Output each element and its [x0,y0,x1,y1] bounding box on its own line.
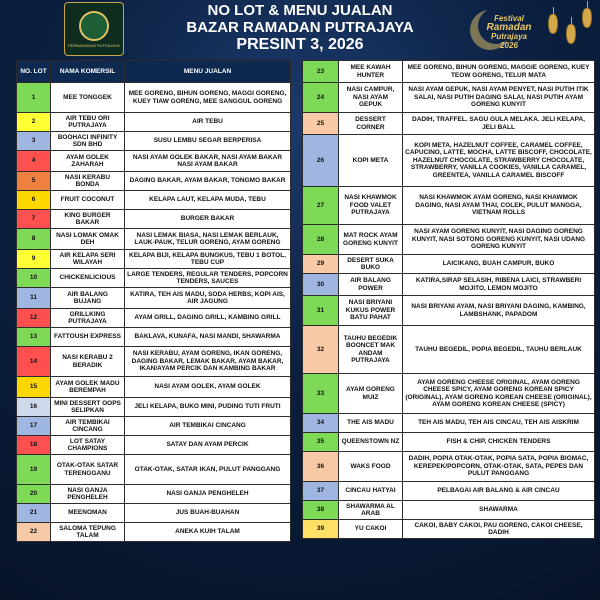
left-logo-text: PERBADANAN PUTRAJAYA [68,42,120,48]
lot-number: 13 [17,328,51,347]
menu-items: LAICIKANG, BUAH CAMPUR, BUKO [403,255,595,274]
table-row [303,61,595,83]
commercial-name: AYAM GOLEK MADU BEREMPAH [51,377,125,398]
lot-number: 10 [17,269,51,288]
lot-number: 12 [17,309,51,328]
commercial-name: WAKS FOOD [339,452,403,482]
menu-items: JUS BUAH-BUAHAN [125,504,291,523]
table-row [303,83,595,113]
lot-number: 2 [17,113,51,132]
lot-number: 11 [17,288,51,309]
commercial-name: THE AIS MADU [339,414,403,433]
menu-items: NASI GANJA PENGHELEH [125,485,291,504]
menu-items: JELI KELAPA, BUKO MINI, PUDING TUTI FRUTI [125,398,291,417]
perbadanan-putrajaya-logo [64,2,124,56]
table-row [303,414,595,433]
seal-icon [79,11,109,41]
menu-items: NASI LEMAK BIASA, NASI LEMAK BERLAUK, LAUK-PAUK, TELUR GORENG, AYAM GORENG [125,229,291,250]
menu-items: SHAWARMA [403,501,595,520]
menu-items: FISH & CHIP, CHICKEN TENDERS [403,433,595,452]
lot-number: 3 [17,132,51,151]
table-row [17,250,291,269]
menu-items: SATAY DAN AYAM PERCIK [125,436,291,455]
lot-number: 19 [17,455,51,485]
lot-number: 26 [303,135,339,187]
table-row [303,135,595,187]
menu-items: NASI KERABU, AYAM GORENG, IKAN GORENG, DAGING BAKAR, LEMAK BAKAR, AYAM BAKAR, IKAN/AYAM PERCIK DAN KAMBING BAKAR [125,347,291,377]
menu-items: AIR TEMBIKAI CINCANG [125,417,291,436]
commercial-name: MINI DESSERT OOPS SELIPKAN [51,398,125,417]
menu-items: NASI AYAM GEPUK, NASI AYAM PENYET, NASI PUTIH ITIK SALAI, NASI PUTIH DAGING SALAI, NASI PUTIH AYAM GORENG KUNYIT [403,83,595,113]
commercial-name: CHICKENLICIOUS [51,269,125,288]
menu-items: DADIH, POPIA OTAK-OTAK, POPIA SATA, POPIA BIGMAC, KEREPEK/POPCORN, OTAK-OTAK, SATA, PEPES DAN PULUT PANGGANG [403,452,595,482]
commercial-name: NASI GANJA PENGHELEH [51,485,125,504]
lot-number: 35 [303,433,339,452]
menu-items: DADIH, TRAFFEL. SAGU GULA MELAKA. JELI KELAPA, JELI BALL [403,113,595,135]
title-line-2: BAZAR RAMADAN PUTRAJAYA [186,19,414,36]
lot-number: 17 [17,417,51,436]
table-row [17,485,291,504]
lot-number: 31 [303,296,339,326]
table-row [17,347,291,377]
lot-number: 33 [303,374,339,414]
commercial-name: AIR TEMBIKAI CINCANG [51,417,125,436]
commercial-name: MEE TONGGEK [51,83,125,113]
table-row [17,288,291,309]
lot-number: 28 [303,225,339,255]
table-row [17,83,291,113]
commercial-name: KING BURGER BAKAR [51,210,125,229]
commercial-name: AIR TEBU ORI PUTRAJAYA [51,113,125,132]
commercial-name: FATTOUSH EXPRESS [51,328,125,347]
lot-number: 14 [17,347,51,377]
lot-number: 32 [303,326,339,374]
menu-items: TEH AIS MADU, TEH AIS CINCAU, TEH AIS AISKRIM [403,414,595,433]
festival-text: Festival [494,14,524,23]
commercial-name: QUEENSTOWN NZ [339,433,403,452]
table-row [303,501,595,520]
lot-number: 4 [17,151,51,172]
commercial-name: AYAM GORENG MUIZ [339,374,403,414]
page-title [130,2,470,53]
lot-number: 29 [303,255,339,274]
table-row [17,172,291,191]
lot-number: 5 [17,172,51,191]
commercial-name: NASI LOMAK OMAK DEH [51,229,125,250]
menu-items: CAKOI, BABY CAKOI, PAU GORENG, CAKOI CHEESE, DADIH [403,520,595,539]
lot-number: 15 [17,377,51,398]
commercial-name: BOOHACI INFINITY SDN BHD [51,132,125,151]
commercial-name: AIR KELAPA SERI WILAYAH [51,250,125,269]
lot-table-left [16,60,291,542]
menu-items: NASI KHAWMOK AYAM GORENG, NASI KHAWMOK DAGING, NASI AYAM THAI, COLEK, PULUT MANGGA, VIETNAM ROLLS [403,187,595,225]
menu-items: KELAPA LAUT, KELAPA MUDA, TEBU [125,191,291,210]
menu-items: NASI BRIYANI AYAM, NASI BRIYANI DAGING, KAMBING, LAMBSHANK, PAPADOM [403,296,595,326]
table-row [303,433,595,452]
lot-number: 8 [17,229,51,250]
table-row [303,187,595,225]
table-row [303,374,595,414]
lot-number: 30 [303,274,339,296]
menu-items: MEE GORENG, BIHUN GORENG, MAGGI GORENG, KUEY TIAW GORENG, MEE SANGGUL GORENG [125,83,291,113]
commercial-name: AIR BALANG POWER [339,274,403,296]
table-row [17,455,291,485]
commercial-name: NASI KHAWMOK FOOD VALET PUTRAJAYA [339,187,403,225]
column-header-name: NAMA KOMERSIL [51,61,125,83]
lot-number: 9 [17,250,51,269]
title-line-3: PRESINT 3, 2026 [236,36,364,53]
table-row [303,225,595,255]
commercial-name: GRILLKING PUTRAJAYA [51,309,125,328]
menu-items: KELAPA BIJI, KELAPA BUNGKUS, TEBU 1 BOTOL, TEBU CUP [125,250,291,269]
table-row [303,482,595,501]
table-row [17,132,291,151]
lot-number: 38 [303,501,339,520]
lot-number: 37 [303,482,339,501]
table-row [17,269,291,288]
lot-number: 20 [17,485,51,504]
table-row [303,520,595,539]
commercial-name: CINCAU HATYAI [339,482,403,501]
menu-items: AYAM GORENG CHEESE ORIGINAL, AYAM GORENG CHEESE SPICY, AYAM GORENG KOREAN SPICY (ORIGINAL), AYAM GORENG KOREAN CHEESE (ORIGINAL), AYAM GORENG KOREAN CHEESE (SPICY) [403,374,595,414]
commercial-name: FRUIT COCONUT [51,191,125,210]
menu-items: NASI AYAM GOLEK BAKAR, NASI AYAM BAKAR NASI AYAM BAKAR [125,151,291,172]
menu-items: PELBAGAI AIR BALANG & AIR CINCAU [403,482,595,501]
commercial-name: MEENOMAN [51,504,125,523]
lot-table-right [302,60,595,539]
table-row [303,113,595,135]
putrajaya-text: Putrajaya [490,32,528,41]
table-row [303,452,595,482]
table-row [17,151,291,172]
lantern-icon [582,8,592,28]
year-text: 2026 [500,41,518,50]
table-row [17,377,291,398]
table-row [17,436,291,455]
lot-number: 7 [17,210,51,229]
commercial-name: TAUHU BEGEDIK BOONCET MAK ANDAM PUTRAJAYA [339,326,403,374]
festival-ramadan-logo [474,4,544,54]
menu-items: KATIRA, TEH AIS MADU, SODA HERBS, KOPI AIS, AIR JAGUNG [125,288,291,309]
commercial-name: NASI KERABU 2 BERADIK [51,347,125,377]
menu-items: DAGING BAKAR, AYAM BAKAR, TONGMO BAKAR [125,172,291,191]
table-row [17,504,291,523]
lot-number: 25 [303,113,339,135]
menu-items: MEE GORENG, BIHUN GORENG, MAGGIE GORENG, KUEY TEOW GORENG, TELUR MATA [403,61,595,83]
commercial-name: MEE KAWAH HUNTER [339,61,403,83]
menu-items: AYAM GRILL, DAGING GRILL, KAMBING GRILL [125,309,291,328]
header [0,0,600,58]
menu-items: KATIRA,SIRAP SELASIH, RIBENA LAICI, STRAWBERI MOJITO, LEMON MOJITO [403,274,595,296]
menu-items: KOPI META, HAZELNUT COFFEE, CARAMEL COFFEE, CAPUCINO, LATTE, MOCHA, LATTE BISCOFF, CHOCOLATE, HAZELNUT CHOCOLATE, STRAWBERRY CHOCOLATE, STRAWBERRY, VANILLA COOKIES, VANILLA CARAMEL, GREENTEA, VANILLA CARAMEL BISCOFF [403,135,595,187]
lot-number: 22 [17,523,51,542]
lot-number: 21 [17,504,51,523]
lantern-icon [566,24,576,44]
table-row [17,523,291,542]
table-row [17,113,291,132]
table-row [17,309,291,328]
table-row [17,398,291,417]
lot-number: 16 [17,398,51,417]
lot-number: 23 [303,61,339,83]
table-row [303,326,595,374]
table-row [17,210,291,229]
lot-number: 24 [303,83,339,113]
menu-items: OTAK-OTAK, SATAR IKAN, PULUT PANGGANG [125,455,291,485]
table-header-row [17,61,291,83]
column-header-menu: MENU JUALAN [125,61,291,83]
title-line-1: NO LOT & MENU JUALAN [207,2,393,19]
commercial-name: DESERT SUKA BUKO [339,255,403,274]
table-row [303,255,595,274]
commercial-name: SALOMA TEPUNG TALAM [51,523,125,542]
lot-number: 18 [17,436,51,455]
lantern-icon [548,14,558,34]
menu-items: BURGER BAKAR [125,210,291,229]
column-header-no: NO. LOT [17,61,51,83]
menu-items: SUSU LEMBU SEGAR BERPERISA [125,132,291,151]
commercial-name: AIR BALANG BUJANG [51,288,125,309]
commercial-name: SHAWARMA AL ARAB [339,501,403,520]
menu-items: LARGE TENDERS, REGULAR TENDERS, POPCORN TENDERS, SAUCES [125,269,291,288]
table-row [303,274,595,296]
commercial-name: YU CAKOI [339,520,403,539]
lot-number: 36 [303,452,339,482]
lot-number: 27 [303,187,339,225]
menu-items: NASI AYAM GOLEK, AYAM GOLEK [125,377,291,398]
lot-number: 1 [17,83,51,113]
table-row [17,229,291,250]
ramadan-text: Ramadan [486,22,532,33]
menu-items: ANEKA KUIH TALAM [125,523,291,542]
commercial-name: DESSERT CORNER [339,113,403,135]
crescent-moon-icon [478,8,514,44]
commercial-name: AYAM GOLEK ZAHARAH [51,151,125,172]
lot-number: 34 [303,414,339,433]
menu-items: TAUHU BEGEDIL, POPIA BEGEDIL, TAUHU BERLAUK [403,326,595,374]
commercial-name: MAT ROCK AYAM GORENG KUNYIT [339,225,403,255]
lot-number: 39 [303,520,339,539]
table-row [303,296,595,326]
table-row [17,417,291,436]
commercial-name: NASI BRIYANI KUKUS POWER BATU PAHAT [339,296,403,326]
lot-number: 6 [17,191,51,210]
commercial-name: OTAK-OTAK SATAR TERENGGANU [51,455,125,485]
commercial-name: KOPI META [339,135,403,187]
commercial-name: LOT SATAY CHAMPIONS [51,436,125,455]
menu-items: BAKLAVA, KUNAFA, NASI MANDI, SHAWARMA [125,328,291,347]
menu-items: AIR TEBU [125,113,291,132]
commercial-name: NASI CAMPUR, NASI AYAM GEPUK [339,83,403,113]
menu-items: NASI AYAM GORENG KUNYIT, NASI DAGING GORENG KUNYIT, NASI SOTONG GORENG KUNYIT, NASI UDANG GORENG KUNYIT [403,225,595,255]
table-row [17,191,291,210]
commercial-name: NASI KERABU BONDA [51,172,125,191]
table-row [17,328,291,347]
